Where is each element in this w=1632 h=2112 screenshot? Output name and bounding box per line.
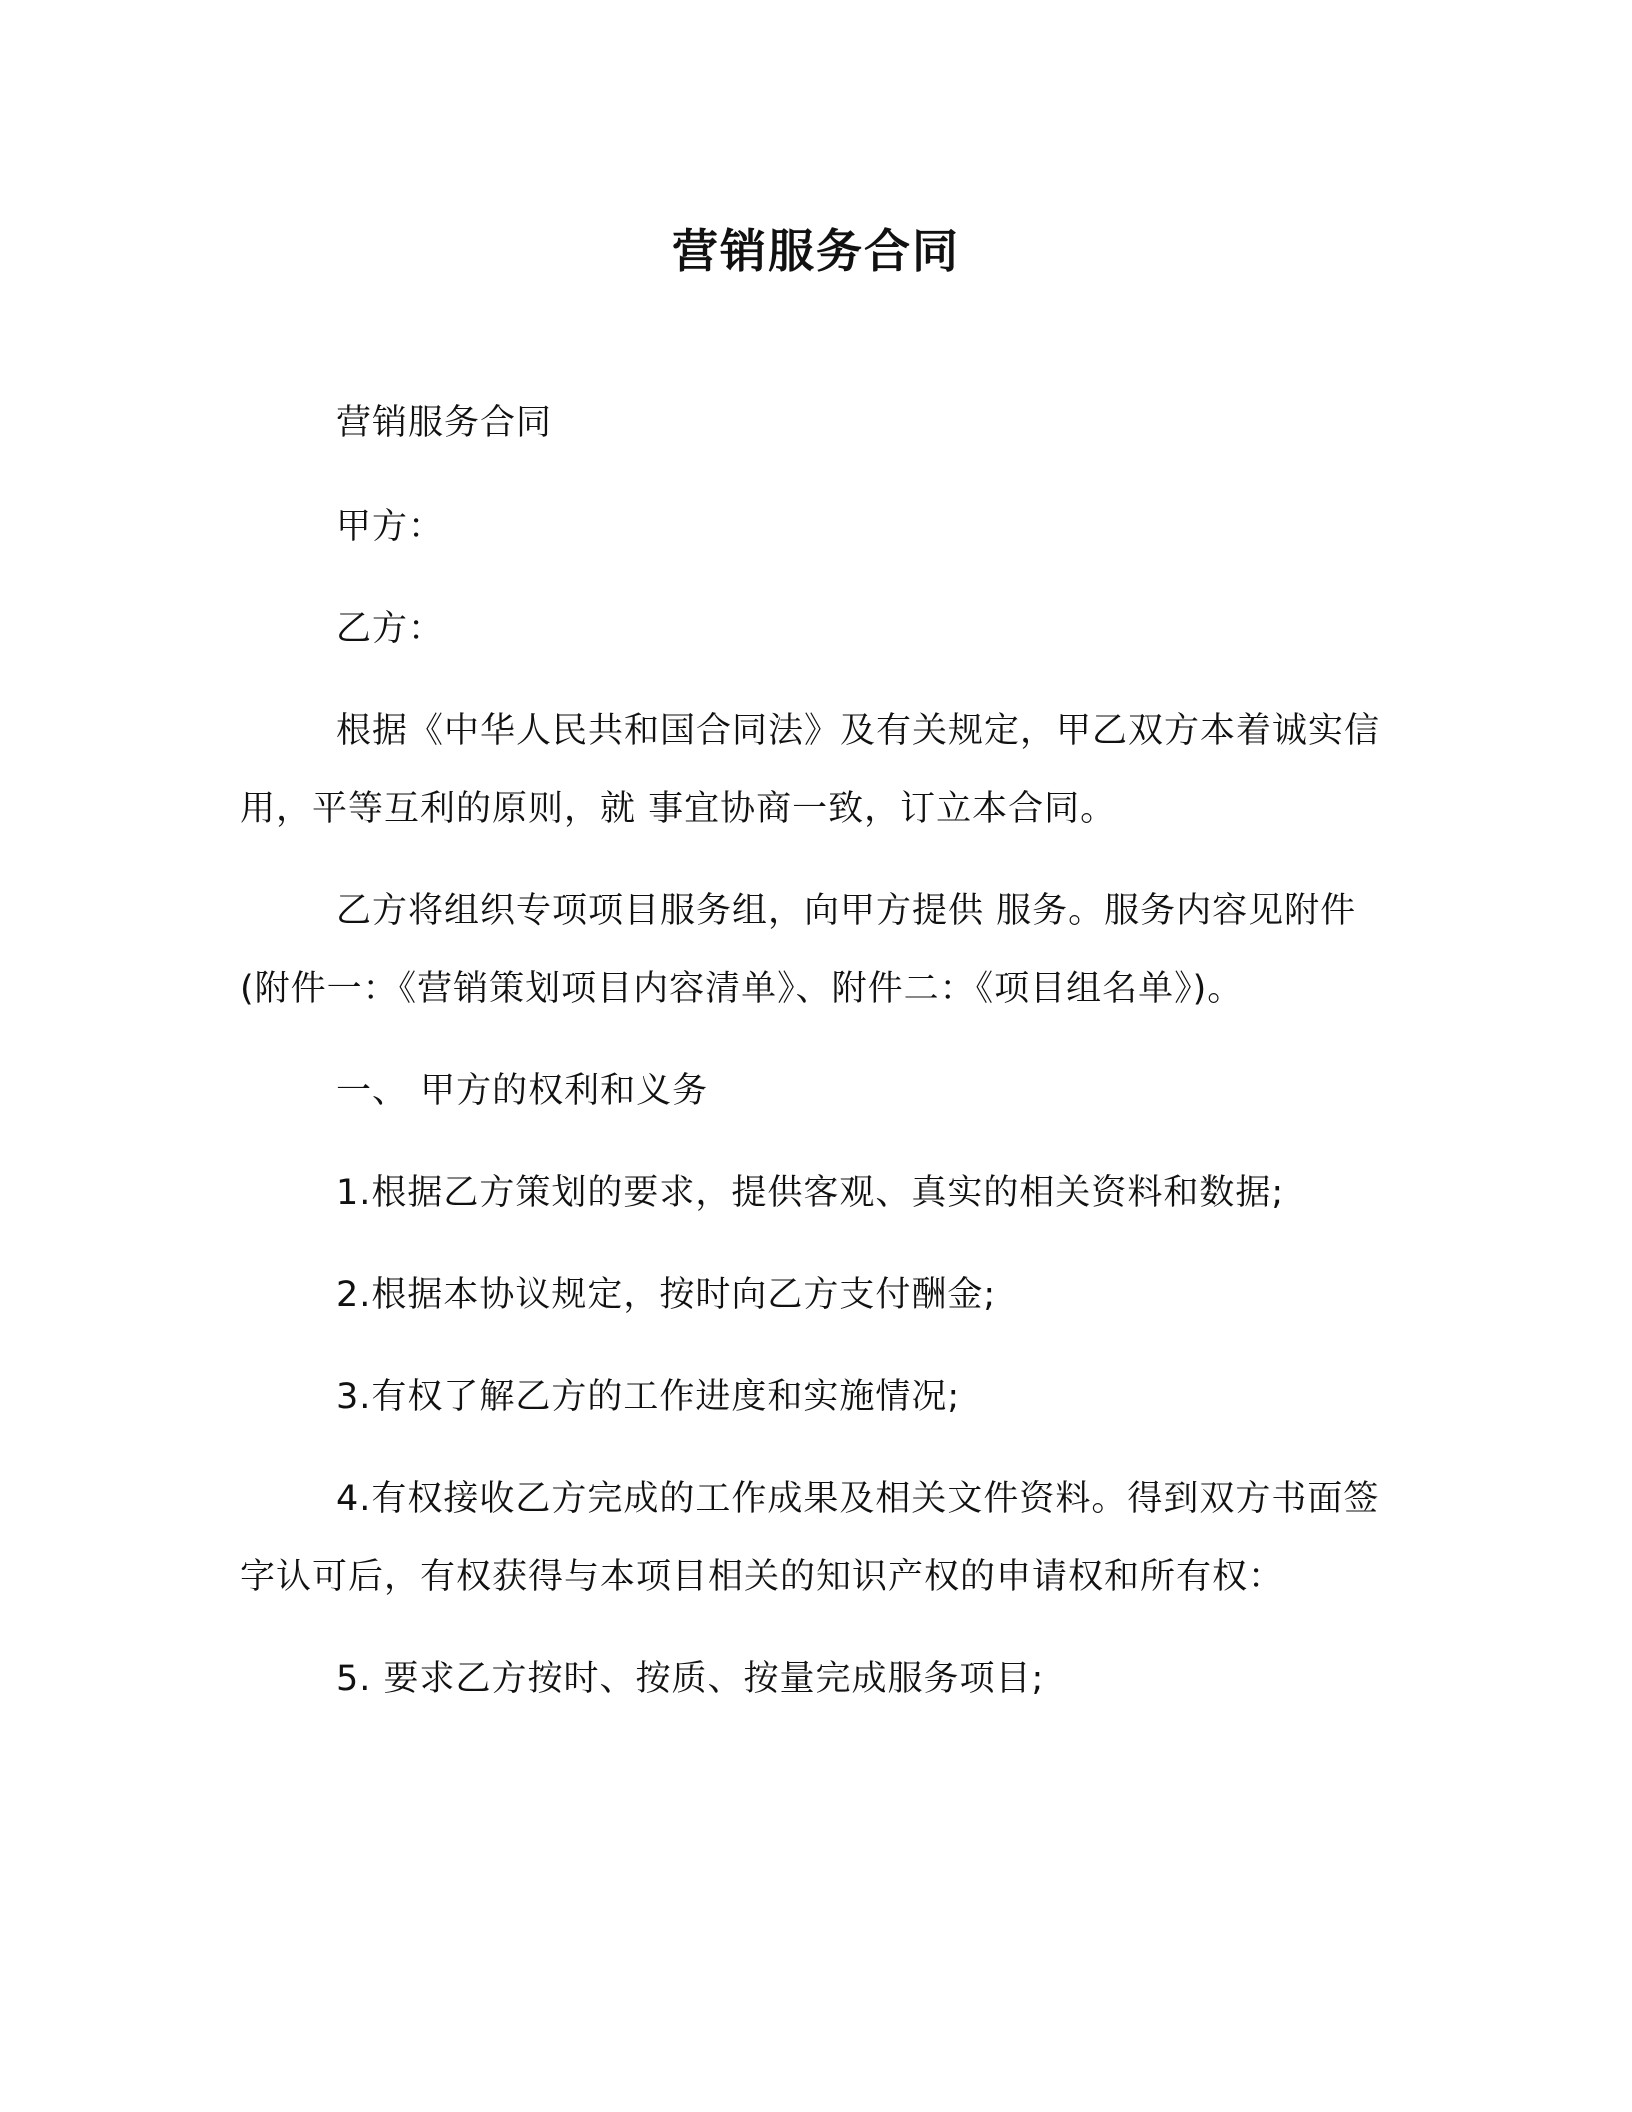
paragraph-preamble: 根据《中华人民共和国合同法》及有关规定，甲乙双方本着诚实信用，平等互利的原则，就 事宜协商一致，订立本合同。 [240, 711, 1381, 829]
paragraph-party-a: 甲方： [336, 507, 445, 547]
clause-1: 1.根据乙方策划的要求，提供客观、真实的相关资料和数据; [336, 1173, 1285, 1213]
clause-3: 3.有权了解乙方的工作进度和实施情况; [336, 1377, 961, 1417]
paragraph-subtitle: 营销服务合同 [336, 403, 553, 443]
paragraph-service-scope: 乙方将组织专项项目服务组，向甲方提供 服务。服务内容见附件(附件一：《营销策划项目内容清单》、附件二：《项目组名单》)。 [240, 891, 1357, 1009]
document-title: 营销服务合同 [672, 224, 960, 278]
clause-4: 4.有权接收乙方完成的工作成果及相关文件资料。得到双方书面签字认可后，有权获得与本项目相关的知识产权的申请权和所有权： [240, 1479, 1380, 1597]
clause-2: 2.根据本协议规定，按时向乙方支付酬金; [336, 1275, 997, 1315]
clause-5: 5. 要求乙方按时、按质、按量完成服务项目; [336, 1659, 1045, 1699]
section-heading-party-a-rights: 一、 甲方的权利和义务 [336, 1071, 709, 1111]
paragraph-party-b: 乙方： [336, 609, 445, 649]
